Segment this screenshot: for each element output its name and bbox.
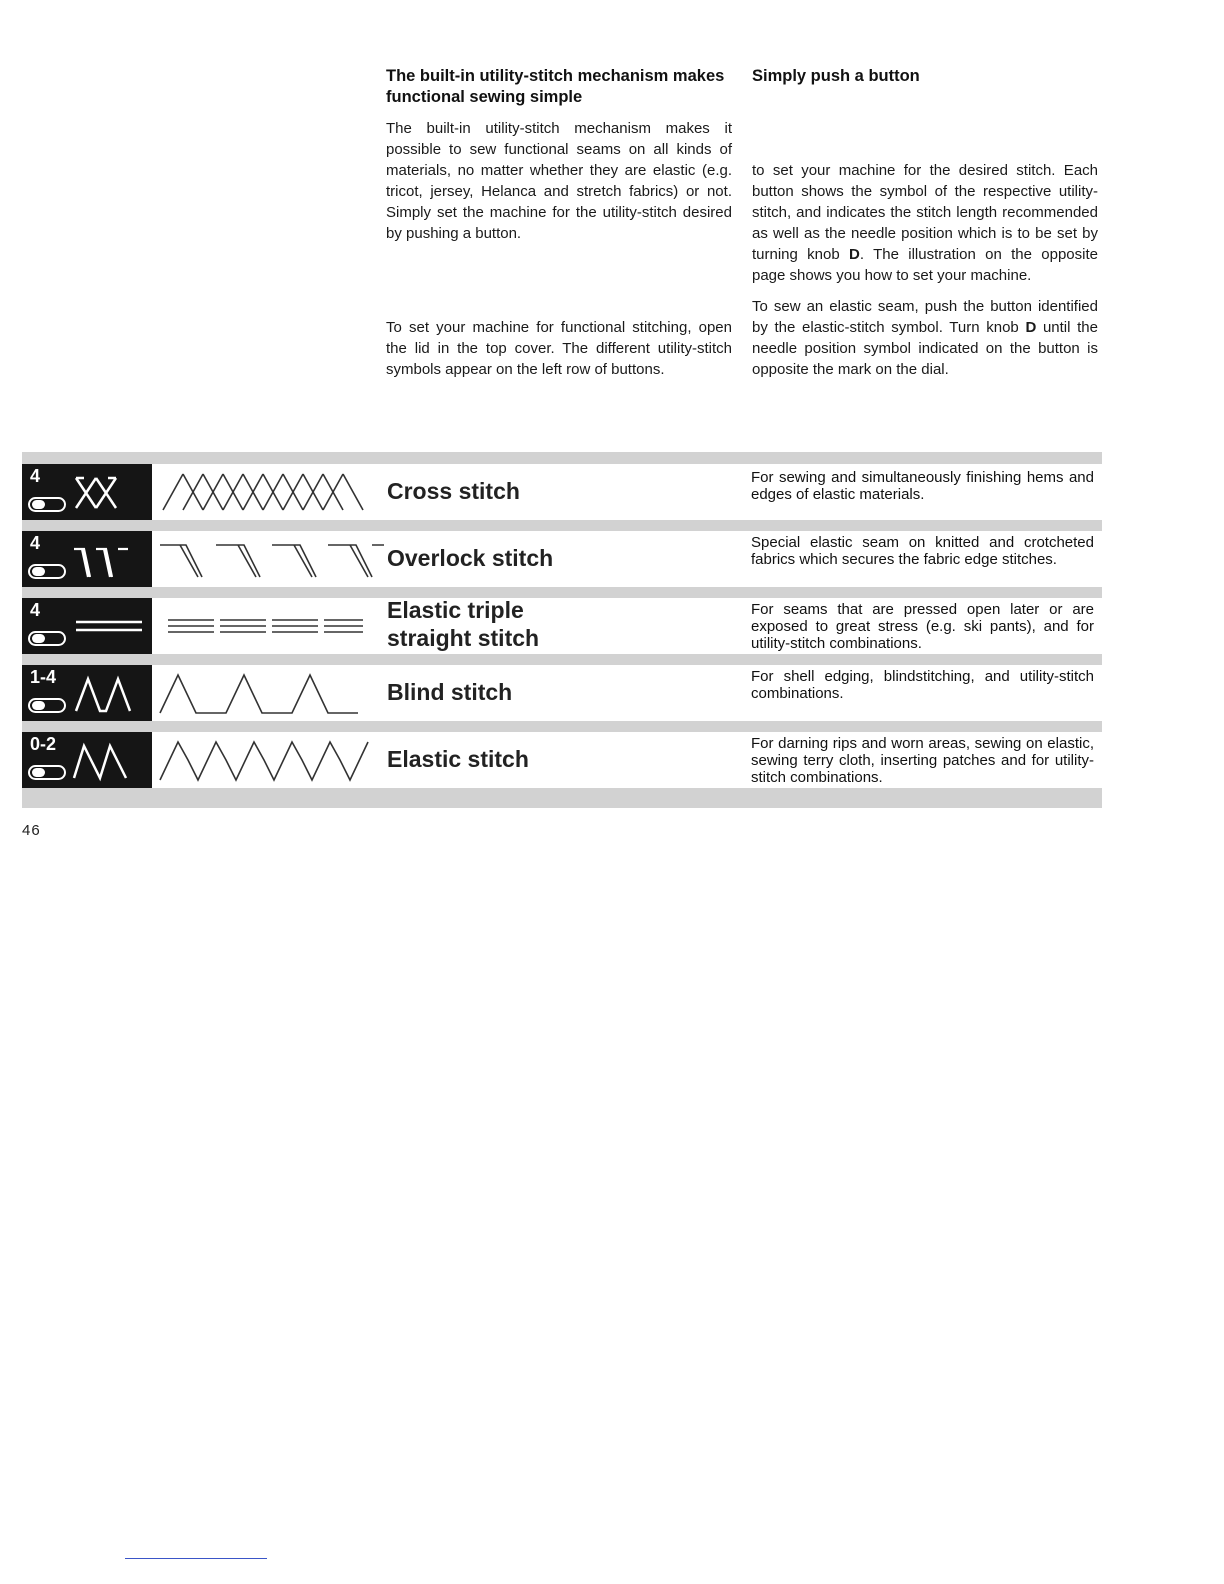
stitch-button-overlock [22,531,152,587]
needle-position-icon [28,631,66,646]
stitch-button-cross [22,464,152,520]
cross-stitch-icon [72,470,148,514]
stitch-name-line-2: straight stitch [387,625,540,651]
right-paragraph-1-text-b: . The illustration on the opposite page shows you how to set your machine. [752,246,1098,284]
blind-stitch-icon [72,671,148,715]
needle-position-icon [28,765,66,780]
triple-straight-stitch-pattern-icon [158,602,378,650]
stitch-row-overlock [22,531,1102,587]
triple-straight-stitch-icon [72,604,148,648]
left-column [386,66,732,380]
knob-label: D [849,246,860,263]
stitch-table [22,452,1102,808]
cross-stitch-pattern-icon [158,468,378,516]
stitch-description: For shell edging, blindstitching, and utility-stitch combinations. [751,668,1094,702]
left-paragraph-2: To set your machine for functional stitching, open the lid in the top cover. The different utility-stitch symbols appear on the left row of buttons. [386,319,732,378]
stitch-name: Elastic stitch [387,746,529,772]
overlock-stitch-pattern-icon [158,535,388,583]
stitch-setting: 4 [30,533,41,553]
needle-position-icon [28,564,66,579]
left-paragraph-1: The built-in utility-stitch mechanism makes it possible to sew functional seams on all kinds of materials, no matter whether they are elastic (e.g. tricot, jersey, Helanca and stretch fabrics) or not. Simply set the machine for the utility-stitch desired by pushing a button. [386,120,732,242]
stitch-row-triple-straight [22,598,1102,654]
stitch-button-elastic [22,732,152,788]
stitch-button-blind [22,665,152,721]
right-heading: Simply push a button [752,67,920,85]
stitch-row-elastic [22,732,1102,788]
needle-position-icon [28,698,66,713]
stitch-description: Special elastic seam on knitted and crotcheted fabrics which secures the fabric edge stitches. [751,534,1094,568]
overlock-stitch-icon [72,537,148,581]
elastic-stitch-pattern-icon [158,736,378,784]
stitch-name: Cross stitch [387,478,520,504]
stitch-button-triple-straight [22,598,152,654]
footer-rule [125,1558,267,1559]
right-paragraph-2 [752,296,1098,380]
stitch-setting: 0-2 [30,734,57,754]
stitch-setting: 4 [30,600,41,620]
left-heading: The built-in utility-stitch mechanism makes functional sewing simple [386,67,725,106]
stitch-description: For seams that are pressed open later or are exposed to great stress (e.g. ski pants), and for utility-stitch combinations. [751,601,1094,652]
stitch-setting: 1-4 [30,667,57,687]
stitch-description: For sewing and simultaneously finishing hems and edges of elastic materials. [751,469,1094,503]
elastic-stitch-icon [72,738,148,782]
blind-stitch-pattern-icon [158,669,378,717]
right-paragraph-1-text-a: to set your machine for the desired stitch. Each button shows the symbol of the respective utility-stitch, and indicates the stitch length recommended as well as the needle position which is to be set by turning knob [752,162,1098,263]
stitch-name: Overlock stitch [387,545,554,571]
stitch-name: Blind stitch [387,679,513,705]
stitch-name-line-1: Elastic triple [387,597,524,623]
page-number: 46 [22,822,41,839]
right-paragraph-1 [752,160,1098,286]
right-paragraph-2-text-b: until the needle position symbol indicated on the button is opposite the mark on the dial. [752,319,1098,378]
right-column [752,66,1098,380]
needle-position-icon [28,497,66,512]
stitch-setting: 4 [30,466,41,486]
stitch-row-blind [22,665,1102,721]
stitch-row-cross [22,464,1102,520]
knob-label: D [1025,319,1037,336]
right-paragraph-2-text-a: To sew an elastic seam, push the button identified by the elastic-stitch symbol. Turn knob [752,298,1098,336]
stitch-description: For darning rips and worn areas, sewing on elastic, sewing terry cloth, inserting patches and for utility-stitch combinations. [751,735,1094,786]
